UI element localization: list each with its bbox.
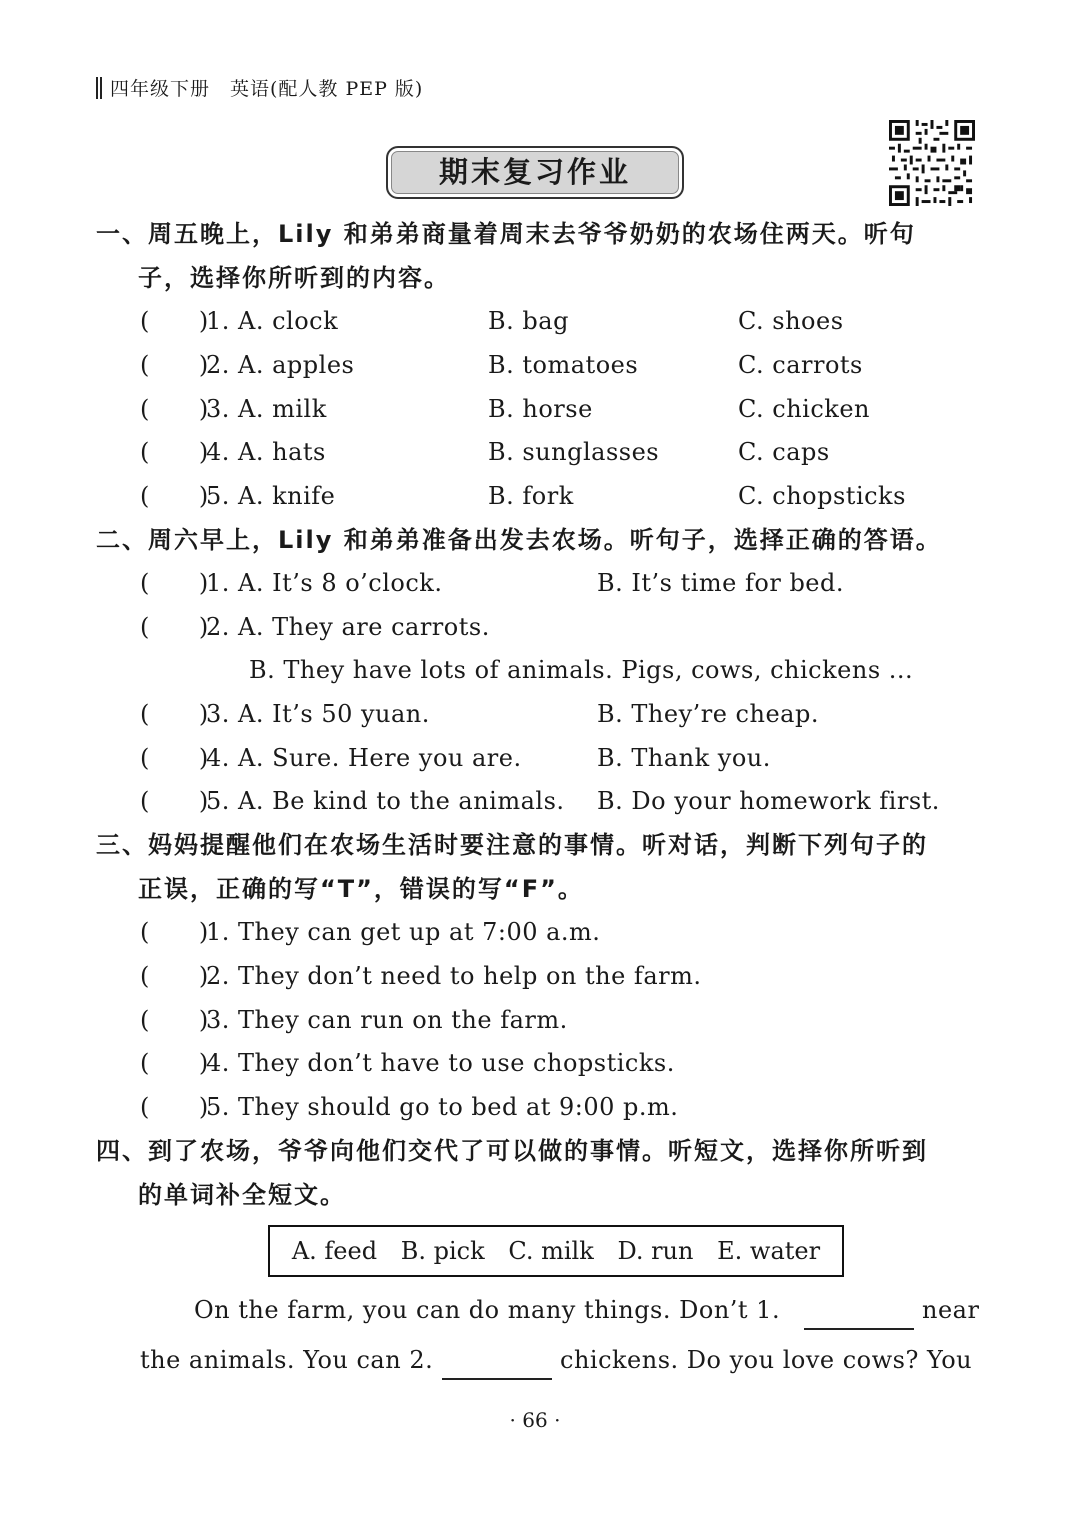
- answer-blank[interactable]: ( ): [140, 1006, 209, 1034]
- option-a: 3. A. milk: [206, 395, 327, 423]
- statement: 2. They don’t need to help on the farm.: [206, 962, 702, 990]
- section-4-line1: 四、到了农场，爷爷向他们交代了可以做的事情。听短文，选择你所听到: [96, 1137, 928, 1165]
- title-banner: [386, 146, 684, 199]
- option-c: C. chopsticks: [738, 482, 906, 510]
- answer-blank[interactable]: ( ): [140, 613, 209, 641]
- answer-blank[interactable]: ( ): [140, 918, 209, 946]
- option-c: C. chicken: [738, 395, 870, 423]
- option-a: 5. A. Be kind to the animals.: [206, 787, 565, 815]
- statement: 3. They can run on the farm.: [206, 1006, 568, 1034]
- option-a: 4. A. Sure. Here you are.: [206, 744, 522, 772]
- option-b: B. Do your homework first.: [597, 787, 940, 815]
- section-3-line2: 正误，正确的写“T”，错误的写“F”。: [138, 875, 584, 903]
- answer-blank[interactable]: ( ): [140, 569, 209, 597]
- word-option: C. milk: [508, 1237, 594, 1265]
- word-option: A. feed: [291, 1237, 378, 1265]
- fill-blank-2[interactable]: [442, 1352, 552, 1380]
- option-c: C. caps: [738, 438, 830, 466]
- section-1-line1: 一、周五晚上，Lily 和弟弟商量着周末去爷爷奶奶的农场住两天。听句: [96, 220, 916, 248]
- section-1-line2: 子，选择你所听到的内容。: [138, 264, 450, 292]
- answer-blank[interactable]: ( ): [140, 1093, 209, 1121]
- answer-blank[interactable]: ( ): [140, 307, 209, 335]
- statement: 1. They can get up at 7:00 a.m.: [206, 918, 601, 946]
- option-a: 1. A. clock: [206, 307, 339, 335]
- option-a: 2. A. They are carrots.: [206, 613, 490, 641]
- page-number: · 66 ·: [509, 1408, 561, 1432]
- answer-blank[interactable]: ( ): [140, 351, 209, 379]
- option-a: 4. A. hats: [206, 438, 326, 466]
- section-4-heading: [96, 1129, 928, 1217]
- page-title: 期末复习作业: [438, 155, 631, 189]
- answer-blank[interactable]: ( ): [140, 700, 209, 728]
- option-b: B. tomatoes: [488, 351, 639, 379]
- passage-text: chickens. Do you love cows? You: [560, 1346, 973, 1374]
- option-b: B. They have lots of animals. Pigs, cows, chickens ...: [249, 656, 914, 684]
- page-header: [96, 74, 423, 101]
- passage-text: the animals. You can 2.: [140, 1346, 434, 1374]
- answer-blank[interactable]: ( ): [140, 1049, 209, 1077]
- passage-line-1: [194, 1296, 780, 1324]
- passage-text: near: [922, 1296, 980, 1324]
- word-bank: [268, 1225, 844, 1277]
- answer-blank[interactable]: ( ): [140, 787, 209, 815]
- option-b: B. sunglasses: [488, 438, 660, 466]
- passage-text: On the farm, you can do many things. Don’t 1.: [194, 1296, 781, 1324]
- option-b: B. It’s time for bed.: [597, 569, 844, 597]
- section-1-heading: [96, 212, 916, 300]
- option-c: C. shoes: [738, 307, 844, 335]
- section-2-heading: [96, 518, 942, 562]
- passage-line-2: [140, 1346, 433, 1374]
- option-c: C. carrots: [738, 351, 863, 379]
- word-option: D. run: [617, 1237, 694, 1265]
- fill-blank-1[interactable]: [804, 1302, 914, 1330]
- option-a: 3. A. It’s 50 yuan.: [206, 700, 430, 728]
- section-3-line1: 三、妈妈提醒他们在农场生活时要注意的事情。听对话，判断下列句子的: [96, 831, 928, 859]
- option-b: B. They’re cheap.: [597, 700, 819, 728]
- answer-blank[interactable]: ( ): [140, 438, 209, 466]
- option-a: 1. A. It’s 8 o’clock.: [206, 569, 443, 597]
- word-option: E. water: [717, 1237, 821, 1265]
- section-4-line2: 的单词补全短文。: [138, 1181, 346, 1209]
- qr-code-icon[interactable]: [889, 120, 975, 206]
- section-3-heading: [96, 823, 928, 911]
- option-b: B. fork: [488, 482, 574, 510]
- answer-blank[interactable]: ( ): [140, 395, 209, 423]
- option-b: B. bag: [488, 307, 569, 335]
- statement: 4. They don’t have to use chopsticks.: [206, 1049, 675, 1077]
- answer-blank[interactable]: ( ): [140, 744, 209, 772]
- answer-blank[interactable]: ( ): [140, 482, 209, 510]
- header-text: 四年级下册 英语(配人教 PEP 版): [110, 78, 424, 100]
- header-bars-icon: [96, 77, 102, 99]
- option-a: 5. A. knife: [206, 482, 336, 510]
- option-b: B. horse: [488, 395, 593, 423]
- option-a: 2. A. apples: [206, 351, 355, 379]
- statement: 5. They should go to bed at 9:00 p.m.: [206, 1093, 679, 1121]
- option-b: B. Thank you.: [597, 744, 771, 772]
- section-2-line1: 二、周六早上，Lily 和弟弟准备出发去农场。听句子，选择正确的答语。: [96, 526, 942, 554]
- word-option: B. pick: [400, 1237, 485, 1265]
- answer-blank[interactable]: ( ): [140, 962, 209, 990]
